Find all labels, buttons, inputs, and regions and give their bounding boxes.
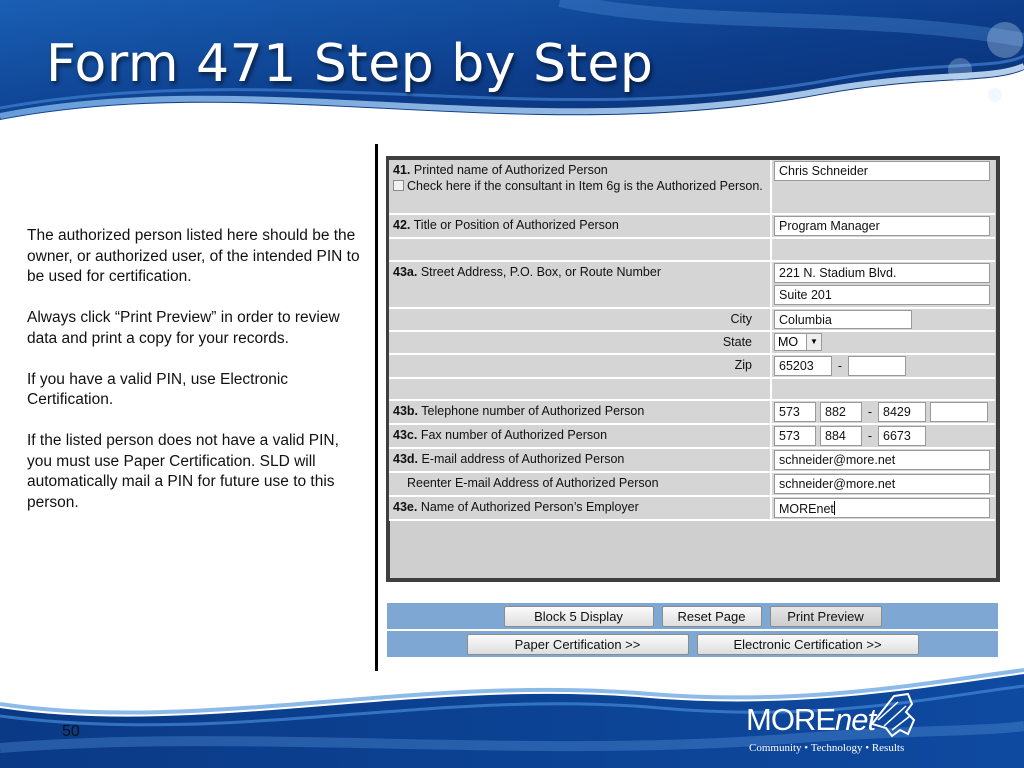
spacer-row — [389, 239, 995, 262]
item-number: 43c. — [393, 428, 418, 442]
fax-inputs — [774, 426, 993, 446]
fax-area-field[interactable]: 573 — [774, 426, 816, 446]
item-42-value — [772, 215, 995, 237]
zip-inputs — [774, 356, 993, 376]
row-zip — [389, 355, 995, 379]
logo-text-right: net — [835, 702, 876, 737]
item-label-text: Name of Authorized Person’s Employer — [420, 500, 639, 514]
electronic-certification-button[interactable]: Electronic Certification >> — [697, 634, 919, 655]
spacer-row — [389, 379, 995, 401]
employer-field[interactable] — [774, 498, 990, 518]
item-43c-value — [772, 425, 995, 447]
state-selected-value: MO — [778, 335, 799, 349]
item-number: 43a. — [393, 265, 418, 279]
morenet-logo — [746, 696, 926, 760]
authorized-person-form — [389, 160, 995, 521]
note-paragraph: If the listed person does not have a valid PIN, you must use Paper Certification. SLD will automatically mail a PIN for future use to this person. — [27, 432, 339, 511]
item-43b-label — [389, 401, 772, 423]
logo-tagline: Community • Technology • Results — [749, 742, 905, 754]
notes-panel — [27, 226, 367, 534]
logo-wordmark — [746, 702, 875, 738]
printed-name-field[interactable]: Chris Schneider — [774, 161, 990, 181]
employer-value: MOREnet — [779, 502, 834, 516]
item-43e-label — [389, 497, 772, 519]
row-item-43c — [389, 425, 995, 449]
reenter-email-field[interactable]: schneider@more.net — [774, 474, 990, 494]
item-number: 43b. — [393, 404, 419, 418]
item-43d-value — [772, 449, 995, 471]
item-number: 43e. — [393, 500, 418, 514]
item-number: 43d. — [393, 452, 419, 466]
item-43d-label — [389, 449, 772, 471]
header-banner — [0, 0, 1024, 134]
zip-field[interactable]: 65203 — [774, 356, 832, 376]
state-label: State — [389, 332, 772, 353]
item-42-label — [389, 215, 772, 237]
item-43c-label — [389, 425, 772, 447]
item-43e-value — [772, 497, 995, 519]
phone-extension-field[interactable] — [930, 402, 988, 422]
note-paragraph: If you have a valid PIN, use Electronic Certification. — [27, 370, 289, 408]
item-43a-label — [389, 262, 772, 307]
state-value — [772, 332, 995, 353]
phone-area-field[interactable]: 573 — [774, 402, 816, 422]
row-city — [389, 309, 995, 332]
consultant-checkbox[interactable] — [393, 180, 404, 191]
spacer-cell — [389, 379, 772, 399]
fax-line-field[interactable]: 6673 — [878, 426, 926, 446]
item-number: 41. — [393, 163, 411, 177]
title-field[interactable]: Program Manager — [774, 216, 990, 236]
dropdown-arrow-icon[interactable]: ▼ — [806, 334, 821, 350]
paper-certification-button[interactable]: Paper Certification >> — [467, 634, 689, 655]
fax-prefix-field[interactable]: 884 — [820, 426, 862, 446]
spacer-cell — [389, 239, 772, 260]
item-label-text: Printed name of Authorized Person — [413, 163, 608, 177]
item-41-value — [772, 160, 995, 213]
print-preview-button[interactable]: Print Preview — [770, 606, 882, 627]
item-41-label — [389, 160, 772, 213]
row-item-41 — [389, 160, 995, 215]
zip-value — [772, 355, 995, 377]
row-state — [389, 332, 995, 355]
checkbox-label: Check here if the consultant in Item 6g is the Authorized Person. — [407, 179, 763, 193]
row-item-43b — [389, 401, 995, 425]
reset-page-button[interactable]: Reset Page — [662, 606, 762, 627]
item-43b-value — [772, 401, 995, 423]
street-line1-field[interactable]: 221 N. Stadium Blvd. — [774, 263, 990, 283]
spacer-cell — [772, 239, 995, 260]
row-item-43d — [389, 449, 995, 473]
street-line2-field[interactable]: Suite 201 — [774, 285, 990, 305]
text-cursor — [834, 501, 835, 515]
zip-dash: - — [837, 359, 843, 373]
phone-line-field[interactable]: 8429 — [878, 402, 926, 422]
fax-dash: - — [867, 429, 873, 443]
reenter-email-value — [772, 473, 995, 495]
city-field[interactable]: Columbia — [774, 310, 912, 329]
button-bar-top — [387, 603, 998, 629]
missouri-state-icon — [864, 690, 924, 740]
item-label-text: Fax number of Authorized Person — [420, 428, 608, 442]
phone-inputs — [774, 402, 993, 422]
block5-display-button[interactable]: Block 5 Display — [504, 606, 654, 627]
vertical-divider — [375, 144, 378, 671]
note-paragraph: The authorized person listed here should be the owner, or authorized user, of the intended PIN to be used for certification. — [27, 227, 360, 285]
item-43a-value — [772, 262, 995, 307]
row-item-43a — [389, 262, 995, 309]
button-bar-bottom — [387, 631, 998, 657]
phone-dash: - — [867, 405, 873, 419]
item-label-text: E-mail address of Authorized Person — [421, 452, 625, 466]
row-item-42 — [389, 215, 995, 239]
note-paragraph: Always click “Print Preview” in order to review data and print a copy for your records. — [27, 309, 340, 347]
row-item-43e — [389, 497, 995, 521]
item-label-text: Title or Position of Authorized Person — [413, 218, 619, 232]
item-label-text: Street Address, P.O. Box, or Route Number — [420, 265, 661, 279]
state-select[interactable] — [774, 333, 822, 351]
page-number: 50 — [62, 723, 80, 740]
city-label: City — [389, 309, 772, 330]
zip-label: Zip — [389, 355, 772, 377]
row-reenter-email — [389, 473, 995, 497]
zip-extension-field[interactable] — [848, 356, 906, 376]
city-value — [772, 309, 995, 330]
item-label-text: Telephone number of Authorized Person — [421, 404, 645, 418]
phone-prefix-field[interactable]: 882 — [820, 402, 862, 422]
item-number: 42. — [393, 218, 411, 232]
slide-title: Form 471 Step by Step — [46, 34, 654, 94]
email-field[interactable]: schneider@more.net — [774, 450, 990, 470]
reenter-email-label: Reenter E-mail Address of Authorized Person — [389, 473, 772, 495]
logo-text-left: MORE — [746, 702, 835, 737]
spacer-cell — [772, 379, 995, 399]
